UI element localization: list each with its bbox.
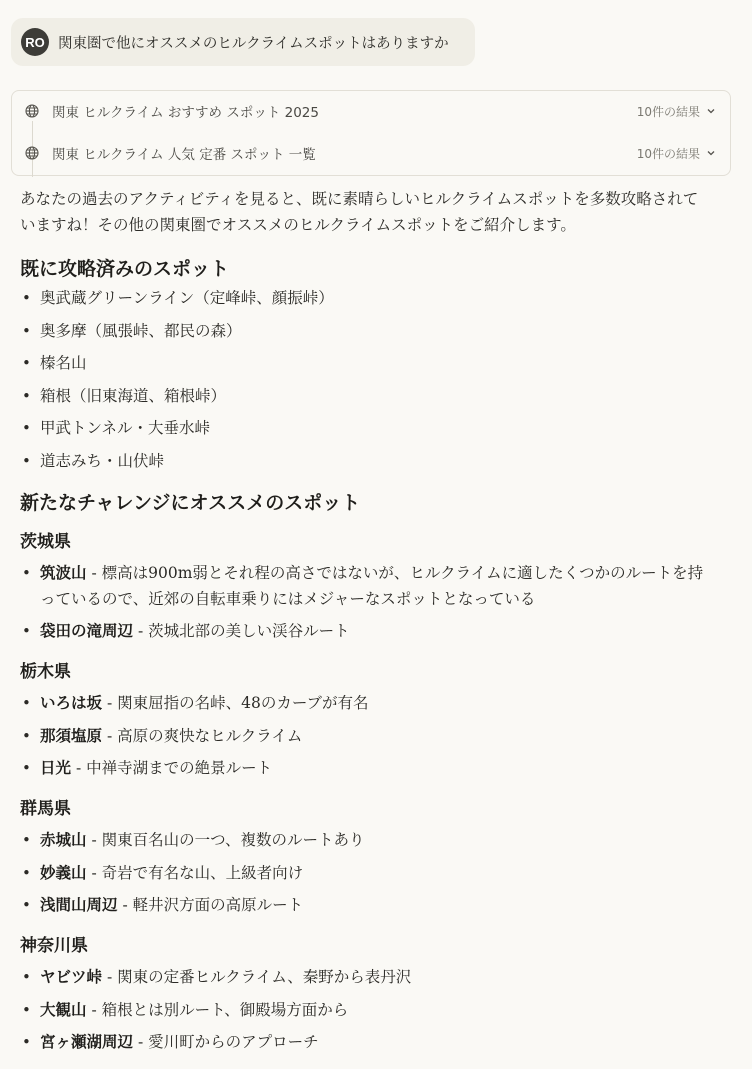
prefecture-heading: 神奈川県: [20, 936, 88, 956]
list-item: • 榛名山: [22, 354, 87, 372]
list-item: • 筑波山 - 標高は900m弱とそれ程の高さではないが、ヒルクライムに適したくつかのルートを持っているので、近郊の自転車乗りにはメジャーなスポットとなっている: [22, 562, 704, 608]
user-message-text: 関東圏で他にオススメのヒルクライムスポットはありますか: [58, 35, 449, 52]
list-item: • 浅間山周辺 - 軽井沢方面の高原ルート: [22, 895, 304, 914]
spot-list: [20, 827, 710, 918]
prefecture-heading: 栃木県: [20, 662, 71, 682]
list-item: • 袋田の滝周辺 - 茨城北部の美しい渓谷ルート: [22, 621, 350, 640]
list-item: • 那須塩原 - 高原の爽快なヒルクライム: [22, 725, 303, 745]
search-query-row[interactable]: [12, 133, 730, 173]
list-item: • 奥武蔵グリーンライン（定峰峠、顔振峠）: [22, 289, 334, 307]
list-item: • 甲武トンネル・大垂水峠: [22, 419, 211, 437]
search-query-text: 関東 ヒルクライム 人気 定番 スポット 一覧: [52, 147, 316, 163]
chevron-down-icon[interactable]: [706, 148, 716, 158]
prefecture-heading: 群馬県: [20, 799, 71, 819]
spot-list: [20, 964, 710, 1055]
search-result-count: 10件の結果: [636, 104, 700, 119]
list-item: • 箱根（旧東海道、箱根峠）: [22, 386, 227, 405]
answer-intro: あなたの過去のアクティビティを見ると、既に素晴らしいヒルクライムスポットを多数攻略されていますね！その他の関東圏でオススメのヒルクライムスポットをご紹介します。: [20, 190, 699, 234]
user-message: [11, 18, 475, 66]
list-item: • いろは坂 - 関東屈指の名峠、48のカーブが有名: [22, 693, 369, 712]
list-item: • 赤城山 - 関東百名山の一つ、複数のルートあり: [22, 830, 365, 849]
list-item: • ヤビツ峠 - 関東の定番ヒルクライム、秦野から表丹沢: [22, 967, 412, 986]
spot-list: [20, 560, 710, 645]
assistant-answer: [20, 186, 710, 1055]
list-item: • 大観山 - 箱根とは別ルート、御殿場方面から: [22, 999, 349, 1019]
list-item: • 奥多摩（風張峠、都民の森）: [22, 321, 242, 340]
globe-icon: [25, 104, 39, 118]
done-spots-list: [20, 285, 710, 474]
globe-icon: [25, 146, 39, 160]
search-query-text: 関東 ヒルクライム おすすめ スポット 2025: [52, 105, 319, 121]
user-avatar: RO: [21, 28, 49, 56]
prefecture-heading: 茨城県: [20, 531, 71, 552]
list-item: • 宮ヶ瀬湖周辺 - 愛川町からのアプローチ: [22, 1032, 319, 1051]
new-spots-heading: 新たなチャレンジにオススメのスポット: [20, 491, 361, 514]
list-item: • 道志みち・山伏峠: [22, 451, 165, 470]
search-result-count: 10件の結果: [636, 146, 700, 161]
search-query-row[interactable]: [12, 91, 730, 131]
done-spots-heading: 既に攻略済みのスポット: [20, 258, 230, 280]
chevron-down-icon[interactable]: [706, 106, 716, 116]
web-search-panel: [11, 90, 731, 176]
list-item: • 妙義山 - 奇岩で有名な山、上級者向け: [22, 862, 304, 882]
list-item: • 日光 - 中禅寺湖までの絶景ルート: [22, 758, 273, 777]
spot-list: [20, 690, 710, 781]
